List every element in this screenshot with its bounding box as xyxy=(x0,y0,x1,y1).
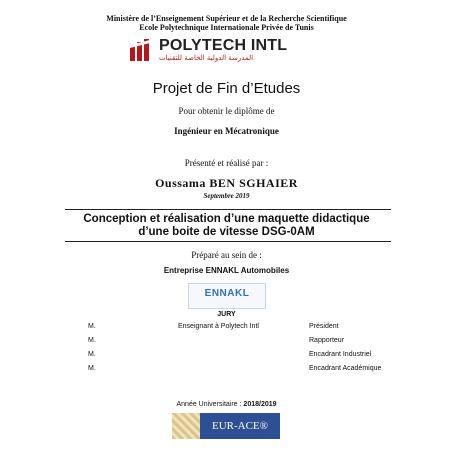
jury-name: M. xyxy=(88,351,96,358)
thesis-title-line-1: Conception et réalisation d’une maquette didactique xyxy=(83,213,370,225)
academic-year-label: Année Universitaire : xyxy=(176,401,242,408)
jury-role: Encadrant Académique xyxy=(309,365,382,372)
academic-year-value: 2018/2019 xyxy=(243,401,277,408)
jury-name: M. xyxy=(88,337,96,344)
company-logo xyxy=(188,283,266,309)
subtitle: Pour obtenir le diplôme de xyxy=(178,106,275,116)
jury-role: Encadrant Industriel xyxy=(309,351,372,358)
presented-by: Présenté et réalisé par : xyxy=(184,158,269,168)
company-logo-text: ENNAKL xyxy=(204,288,250,299)
author-name: Oussama BEN SGHAIER xyxy=(155,176,298,190)
jury-name: M. xyxy=(88,365,96,372)
thesis-title-line-2: d’une boite de vitesse DSG-0AM xyxy=(138,226,315,238)
eur-ace-badge xyxy=(172,413,280,439)
school-logo xyxy=(0,37,453,63)
divider-bottom xyxy=(65,241,391,242)
jury-label: JURY xyxy=(217,311,236,318)
jury-row xyxy=(0,365,453,377)
logo-text: POLYTECH INTL xyxy=(159,37,288,54)
prepared-at: Préparé au sein de : xyxy=(191,250,262,260)
date: Septembre 2019 xyxy=(203,192,250,200)
logo-arabic-text: المدرسة الدولية الخاصة للتقنيات xyxy=(159,54,254,62)
page-title: Projet de Fin d’Etudes xyxy=(152,80,301,97)
jury-role: Rapporteur xyxy=(309,337,345,344)
ministry-header xyxy=(0,14,453,32)
jury-row xyxy=(0,337,453,349)
eur-ace-label: EUR-ACE® xyxy=(200,413,280,439)
jury-role: Président xyxy=(309,323,339,330)
academic-year xyxy=(0,401,453,408)
divider-top xyxy=(65,209,391,210)
ministry-line-1: Ministère de l’Enseignement Supérieur et de la Recherche Scientifique xyxy=(106,14,347,23)
ministry-line-2: Ecole Polytechnique Internationale Privée de Tunis xyxy=(139,23,314,32)
company-name: Entreprise ENNAKL Automobiles xyxy=(163,266,290,275)
thesis-title xyxy=(0,213,453,239)
jury-row xyxy=(0,323,453,335)
polytech-logo-icon xyxy=(130,39,154,61)
jury-name: M. xyxy=(88,323,96,330)
jury-affiliation: Enseignant à Polytech Intl xyxy=(178,323,259,330)
eur-ace-pattern-icon xyxy=(172,413,200,439)
jury-row xyxy=(0,351,453,363)
degree: Ingénieur en Mécatronique xyxy=(174,126,279,136)
